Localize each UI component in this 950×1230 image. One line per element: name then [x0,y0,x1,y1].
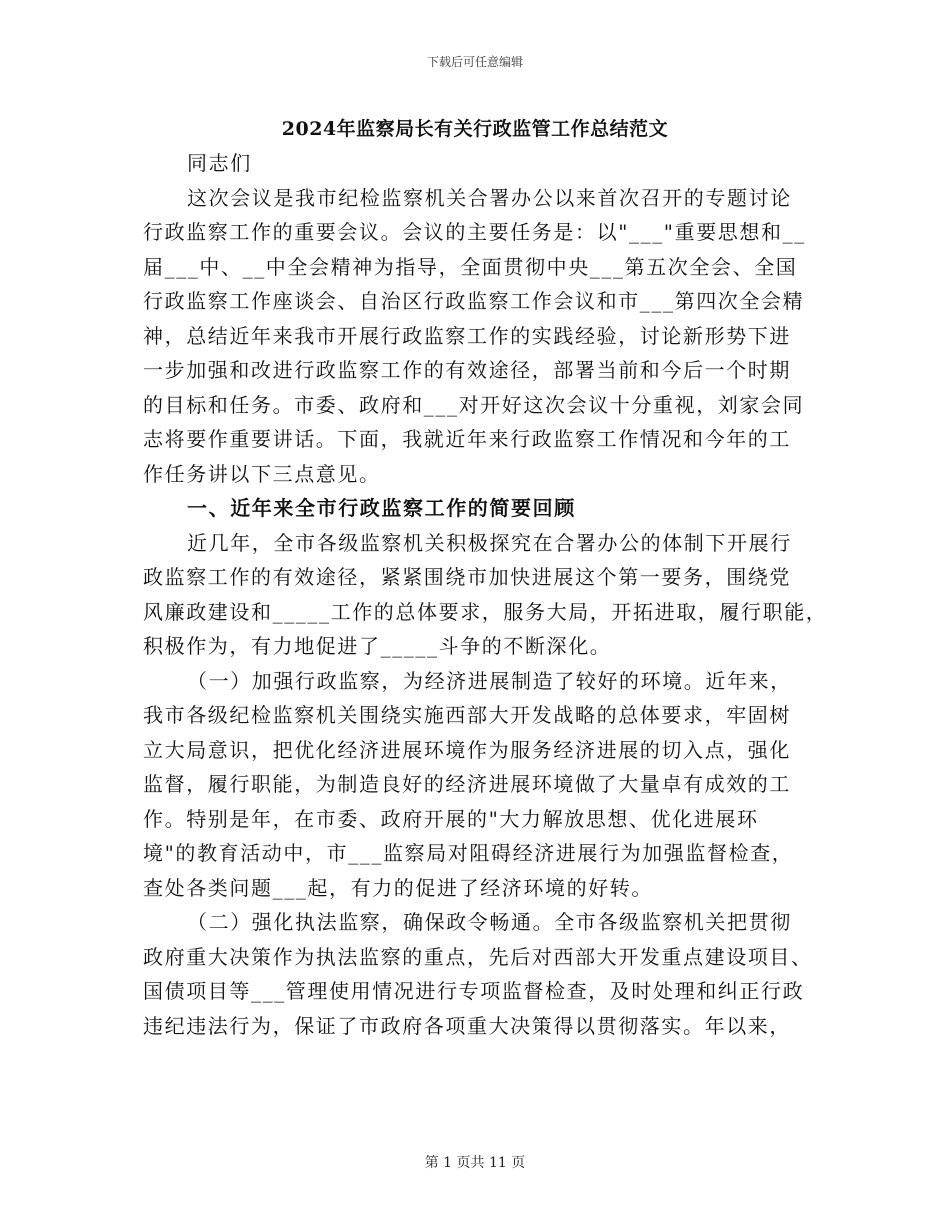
text-line: 政府重大决策作为执法监察的重点，先后对西部大开发重点建设项目、 [143,944,813,969]
text-line: 行政监察工作座谈会、自治区行政监察工作会议和市___第四次全会精 [143,289,805,313]
page-header: 下载后可任意编辑 [426,55,523,69]
text-line: 风廉政建设和_____工作的总体要求，服务大局，开拓进取，履行职能， [143,599,828,624]
text-line: 立大局意识，把优化经济进展环境作为服务经济进展的切入点，强化 [143,737,791,762]
text-line: 国债项目等___管理使用情况进行专项监督检查，及时处理和纠正行政 [143,979,805,1003]
text-line: （二）强化执法监察，确保政令畅通。全市各级监察机关把贯彻 [187,910,792,934]
section-heading: 一、近年来全市行政监察工作的简要回顾 [187,496,576,520]
text-line: （一）加强行政监察，为经济进展制造了较好的环境。近年来， [187,668,792,693]
text-line: 查处各类问题___起，有力的促进了经济环境的好转。 [143,875,653,900]
text-line: 神，总结近年来我市开展行政监察工作的实践经验，讨论新形势下进 [143,323,791,348]
text-line: 违纪违法行为，保证了市政府各项重大决策得以贯彻落实。年以来， [143,1013,791,1038]
text-line: 一步加强和改进行政监察工作的有效途径，部署当前和今后一个时期 [143,358,791,382]
text-line: 境"的教育活动中，市___监察局对阻碍经济进展行为加强监督检查， [143,841,794,865]
text-line: 同志们 [187,151,252,175]
text-line: 近几年，全市各级监察机关积极探究在合署办公的体制下开展行 [187,530,792,555]
text-line: 这次会议是我市纪检监察机关合署办公以来首次召开的专题讨论 [187,185,792,210]
text-line: 监督，履行职能，为制造良好的经济进展环境做了大量卓有成效的工 [143,772,791,796]
page-footer: 第 1 页共 11 页 [424,1155,526,1171]
text-line: 积极作为，有力地促进了_____斗争的不断深化。 [143,634,612,658]
text-line: 的目标和任务。市委、政府和___对开好这次会议十分重视，刘家会同 [143,392,805,417]
text-line: 届___中、__中全会精神为指导，全面贯彻中央___第五次全会、全国 [143,254,798,279]
document-title: 2024年监察局长有关行政监管工作总结范文 [281,118,669,140]
text-line: 作任务讲以下三点意见。 [143,461,381,486]
text-line: 行政监察工作的重要会议。会议的主要任务是：以"___"重要思想和__ [143,220,806,244]
text-line: 政监察工作的有效途径，紧紧围绕市加快进展这个第一要务，围绕党 [143,565,791,589]
text-line: 我市各级纪检监察机关围绕实施西部大开发战略的总体要求，牢固树 [143,703,791,727]
document-body [143,146,828,1043]
text-line: 志将要作重要讲话。下面，我就近年来行政监察工作情况和今年的工 [143,427,791,451]
text-line: 作。特别是年，在市委、政府开展的"大力解放思想、优化进展环 [143,806,759,831]
